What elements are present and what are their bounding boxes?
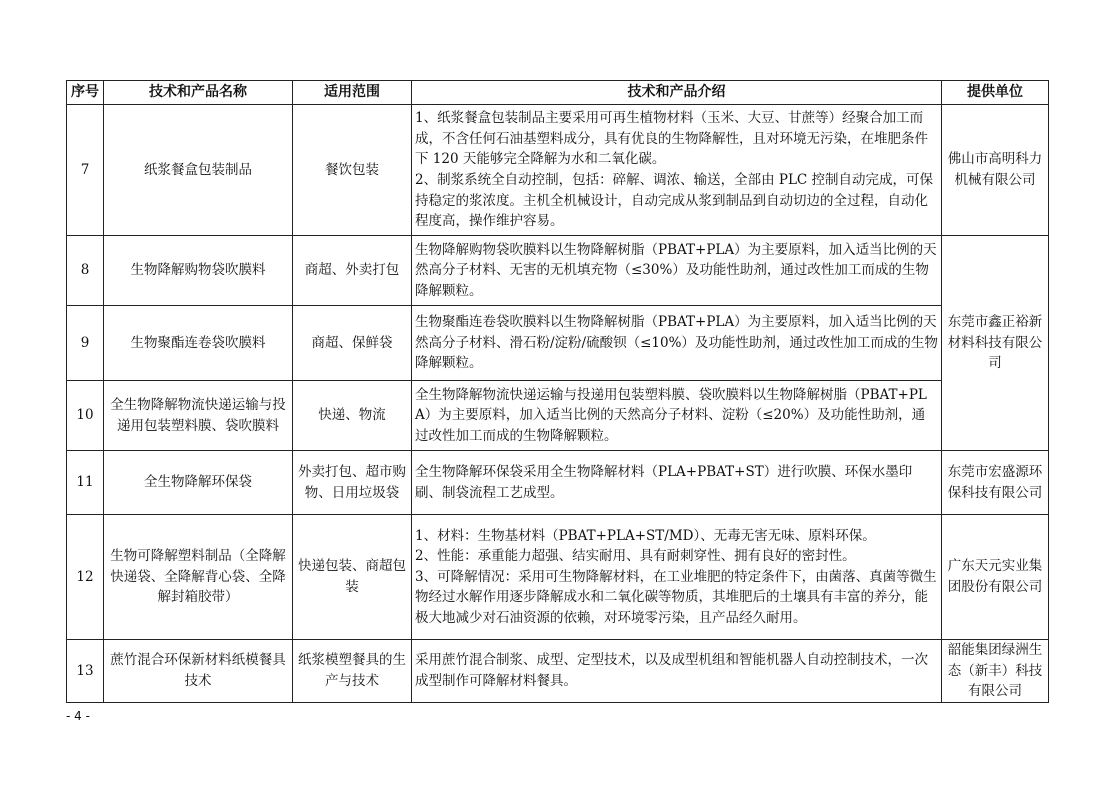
intro-paragraph: 生物聚酯连卷袋吹膜料以生物降解树脂（PBAT+PLA）为主要原料，加入适当比例的天然高分子材料、滑石粉/淀粉/硫酸钡（≤10%）及功能性助剂，通过改性加工而成的生物降解颗粒。 — [415, 314, 938, 372]
table-row — [67, 236, 1049, 306]
row-no: 13 — [67, 640, 104, 703]
row-scope: 快递包装、商超包装 — [293, 515, 412, 640]
table-row — [67, 381, 1049, 451]
page-number: - 4 - — [66, 709, 90, 723]
intro-paragraph: 2、性能：承重能力超强、结实耐用、具有耐刺穿性、拥有良好的密封性。 — [415, 548, 856, 565]
row-no: 9 — [67, 306, 104, 381]
intro-paragraph: 1、材料：生物基材料（PBAT+PLA+ST/MD）、无毒无害无味、原料环保。 — [415, 527, 876, 544]
row-intro — [412, 640, 942, 703]
row-name: 蔗竹混合环保新材料纸模餐具技术 — [104, 640, 293, 703]
row-provider: 东莞市鑫正裕新材料科技有限公司 — [942, 236, 1049, 451]
row-provider: 东莞市宏盛源环保科技有限公司 — [942, 451, 1049, 515]
intro-paragraph: 3、可降解情况：采用可生物降解材料，在工业堆肥的特定条件下，由菌落、真菌等微生物经过水解作用逐步降解成水和二氧化碳等物质，其堆肥后的土壤具有丰富的养分，能极大地减少对石油资源的依赖，对环境零污染，且产品经久耐用。 — [415, 568, 937, 626]
row-name: 生物可降解塑料制品（全降解快递袋、全降解背心袋、全降解封箱胶带） — [104, 515, 293, 640]
row-provider: 韶能集团绿洲生态（新丰）科技有限公司 — [942, 640, 1049, 703]
table-row — [67, 515, 1049, 640]
row-no: 10 — [67, 381, 104, 451]
header-scope: 适用范围 — [293, 81, 412, 105]
row-name: 纸浆餐盒包装制品 — [104, 105, 293, 236]
row-scope: 纸浆模塑餐具的生产与技术 — [293, 640, 412, 703]
table-row — [67, 640, 1049, 703]
intro-paragraph: 生物降解购物袋吹膜料以生物降解树脂（PBAT+PLA）为主要原料，加入适当比例的天然高分子材料、无害的无机填充物（≤30%）及功能性助剂，通过改性加工而成的生物降解颗粒。 — [415, 241, 937, 299]
intro-paragraph: 1、纸浆餐盒包装制品主要采用可再生植物材料（玉米、大豆、甘蔗等）经聚合加工而成，不含任何石油基塑料成分，具有优良的生物降解性，且对环境无污染，在堆肥条件下 120 天能够完全降解为水和二氧化碳。 — [415, 110, 928, 168]
row-provider: 广东天元实业集团股份有限公司 — [942, 515, 1049, 640]
table-row — [67, 451, 1049, 515]
row-name: 生物降解购物袋吹膜料 — [104, 236, 293, 306]
row-no: 8 — [67, 236, 104, 306]
intro-paragraph: 2、制浆系统全自动控制，包括：碎解、调浓、输送，全部由 PLC 控制自动完成，可保持稳定的浆浓度。主机全机械设计，自动完成从浆到制品到自动切边的全过程，自动化程度高，操作维护容易。 — [415, 172, 934, 230]
row-scope: 商超、保鲜袋 — [293, 306, 412, 381]
row-intro — [412, 381, 942, 451]
row-name: 生物聚酯连卷袋吹膜料 — [104, 306, 293, 381]
intro-paragraph: 全生物降解环保袋采用全生物降解材料（PLA+PBAT+ST）进行吹膜、环保水墨印刷、制袋流程工艺成型。 — [415, 463, 913, 501]
row-name: 全生物降解环保袋 — [104, 451, 293, 515]
intro-paragraph: 全生物降解物流快递运输与投递用包装塑料膜、袋吹膜料以生物降解树脂（PBAT+PLA）为主要原料，加入适当比例的天然高分子材料、淀粉（≤20%）及功能性助剂，通过改性加工而成的生物降解颗粒。 — [415, 386, 927, 444]
header-provider: 提供单位 — [942, 81, 1049, 105]
tech-product-table — [66, 80, 1049, 703]
row-no: 7 — [67, 105, 104, 236]
header-intro: 技术和产品介绍 — [412, 81, 942, 105]
row-intro — [412, 236, 942, 306]
header-name: 技术和产品名称 — [104, 81, 293, 105]
row-scope: 快递、物流 — [293, 381, 412, 451]
intro-paragraph: 采用蔗竹混合制浆、成型、定型技术，以及成型机组和智能机器人自动控制技术，一次成型制作可降解材料餐具。 — [415, 652, 928, 689]
row-intro — [412, 306, 942, 381]
table-row — [67, 105, 1049, 236]
table-header-row — [67, 81, 1049, 105]
row-intro — [412, 105, 942, 236]
row-no: 12 — [67, 515, 104, 640]
row-scope: 外卖打包、超市购物、日用垃圾袋 — [293, 451, 412, 515]
header-no: 序号 — [67, 81, 104, 105]
row-name: 全生物降解物流快递运输与投递用包装塑料膜、袋吹膜料 — [104, 381, 293, 451]
row-scope: 餐饮包装 — [293, 105, 412, 236]
row-no: 11 — [67, 451, 104, 515]
row-provider: 佛山市高明科力机械有限公司 — [942, 105, 1049, 236]
row-scope: 商超、外卖打包 — [293, 236, 412, 306]
table-row — [67, 306, 1049, 381]
row-intro — [412, 451, 942, 515]
row-intro — [412, 515, 942, 640]
